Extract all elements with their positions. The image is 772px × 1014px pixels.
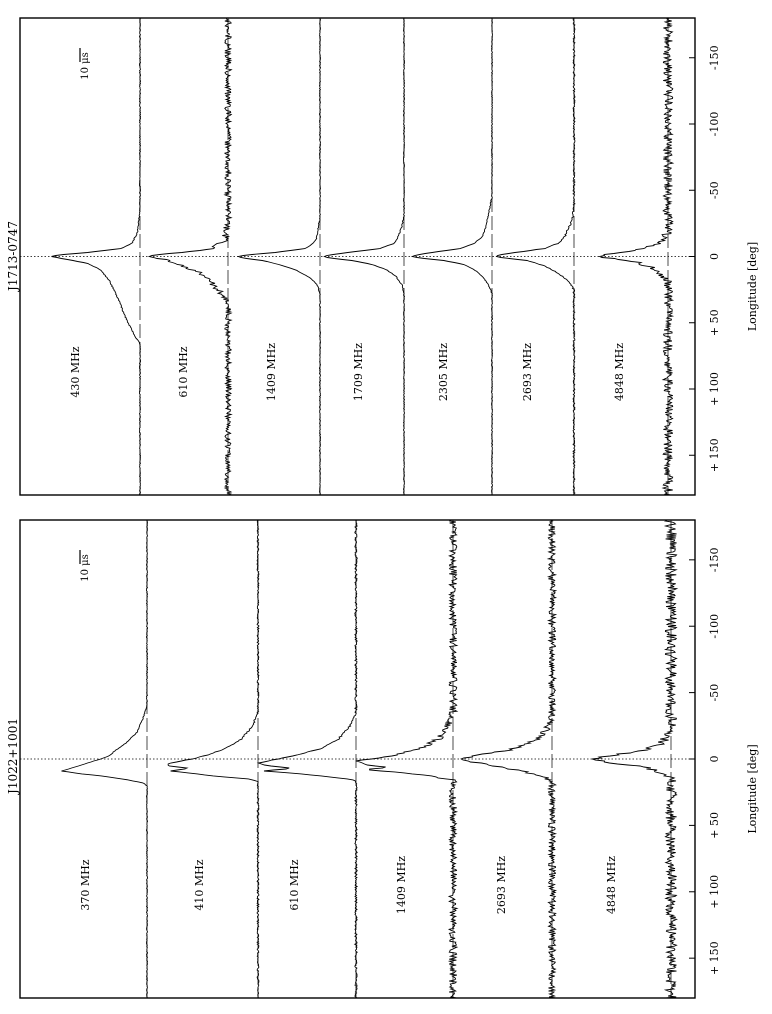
scale-bar-label: 10 μs <box>80 52 91 80</box>
series-label-4848-mhz: 4848 MHz <box>605 855 618 915</box>
x-axis-label: Longitude [deg] <box>746 744 759 834</box>
profile-430-mhz <box>52 18 141 495</box>
x-tick-label: + 50 <box>708 812 721 839</box>
chart-title: J1713-0747 <box>6 221 20 291</box>
series-label-1709-mhz: 1709 MHz <box>352 342 365 402</box>
x-tick-label: -50 <box>708 181 721 200</box>
panel-j1022-1001 <box>6 520 759 998</box>
x-tick-label: -150 <box>708 45 721 71</box>
series-label-2693-mhz: 2693 MHz <box>495 855 508 915</box>
series-label-4848-mhz: 4848 MHz <box>613 342 626 402</box>
x-tick-label: + 150 <box>708 438 721 473</box>
series-label-2693-mhz: 2693 MHz <box>521 342 534 402</box>
x-tick-label: -150 <box>708 547 721 573</box>
x-tick-label: -50 <box>708 683 721 702</box>
series-label-370-mhz: 370 MHz <box>79 859 92 911</box>
x-tick-label: + 50 <box>708 309 721 337</box>
series-label-430-mhz: 430 MHz <box>69 346 82 398</box>
profile-2305-mhz <box>412 18 492 495</box>
x-axis-label: Longitude [deg] <box>746 241 759 332</box>
series-label-610-mhz: 610 MHz <box>177 346 190 398</box>
x-tick-label: + 100 <box>708 372 721 406</box>
x-tick-label: + 150 <box>708 941 721 976</box>
series-label-610-mhz: 610 MHz <box>288 859 301 911</box>
x-tick-label: 0 <box>708 755 721 763</box>
profile-610-mhz <box>149 18 231 495</box>
x-tick-label: 0 <box>708 253 721 260</box>
x-tick-label: -100 <box>708 613 721 639</box>
x-tick-label: + 100 <box>708 874 721 909</box>
series-label-1409-mhz: 1409 MHz <box>265 342 278 402</box>
series-label-410-mhz: 410 MHz <box>193 859 206 911</box>
panel-j1713-0747 <box>6 18 759 495</box>
x-tick-label: -100 <box>708 111 721 137</box>
chart-title: J1022+1001 <box>6 718 20 794</box>
series-label-1409-mhz: 1409 MHz <box>395 855 408 915</box>
series-label-2305-mhz: 2305 MHz <box>437 342 450 402</box>
scale-bar-label: 10 μs <box>80 554 91 582</box>
